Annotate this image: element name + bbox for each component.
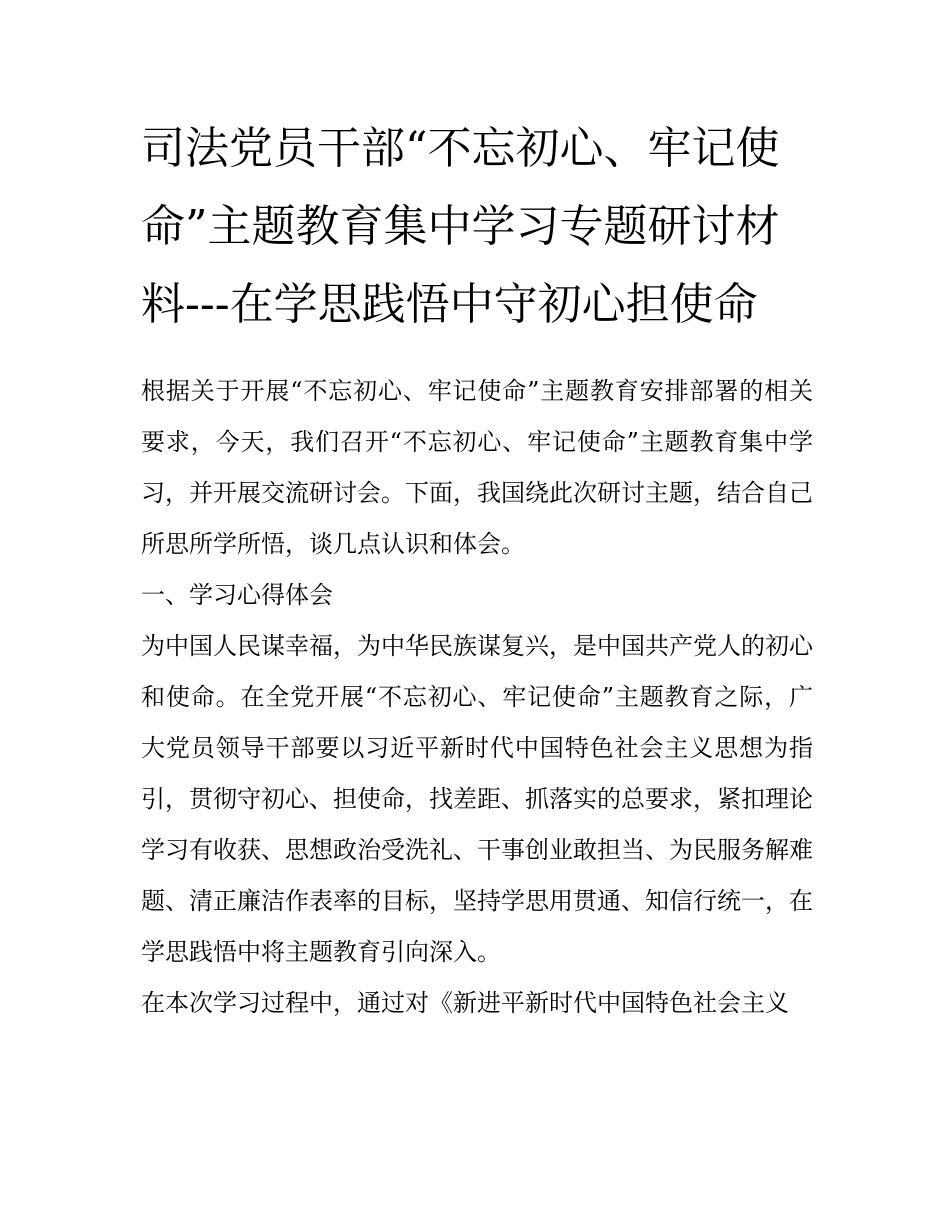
paragraph-study: 在本次学习过程中，通过对《新进平新时代中国特色社会主义 [141,989,789,1017]
paragraph-mission: 为中国人民谋幸福，为中华民族谋复兴，是中国共产党人的初心和使命。在全党开展“不忘初心、牢记使命”主题教育之际，广大党员领导干部要以习近平新时代中国特色社会主义思想为指引，贯彻守初心、担使命，找差距、抓落实的总要求，紧扣理论学习有收获、思想政治受洗礼、干事创业敢担当、为民服务解难题、清正廉洁作表率的目标，坚持学思用贯通、知信行统一，在学思践悟中将主题教育引向深入。 [141,632,813,966]
section-heading: 一、学习心得体会 [141,581,333,609]
document-title: 司法党员干部“不忘初心、牢记使命”主题教育集中学习专题研讨材料---在学思践悟中守初心担使命 [141,123,780,330]
document-body [141,366,813,1029]
document-content [141,110,813,1029]
paragraph-intro: 根据关于开展“不忘初心、牢记使命”主题教育安排部署的相关要求，今天，我们召开“不忘初心、牢记使命”主题教育集中学习，并开展交流研讨会。下面，我国绕此次研讨主题，结合自己所思所学所悟，谈几点认识和体会。 [141,377,813,558]
